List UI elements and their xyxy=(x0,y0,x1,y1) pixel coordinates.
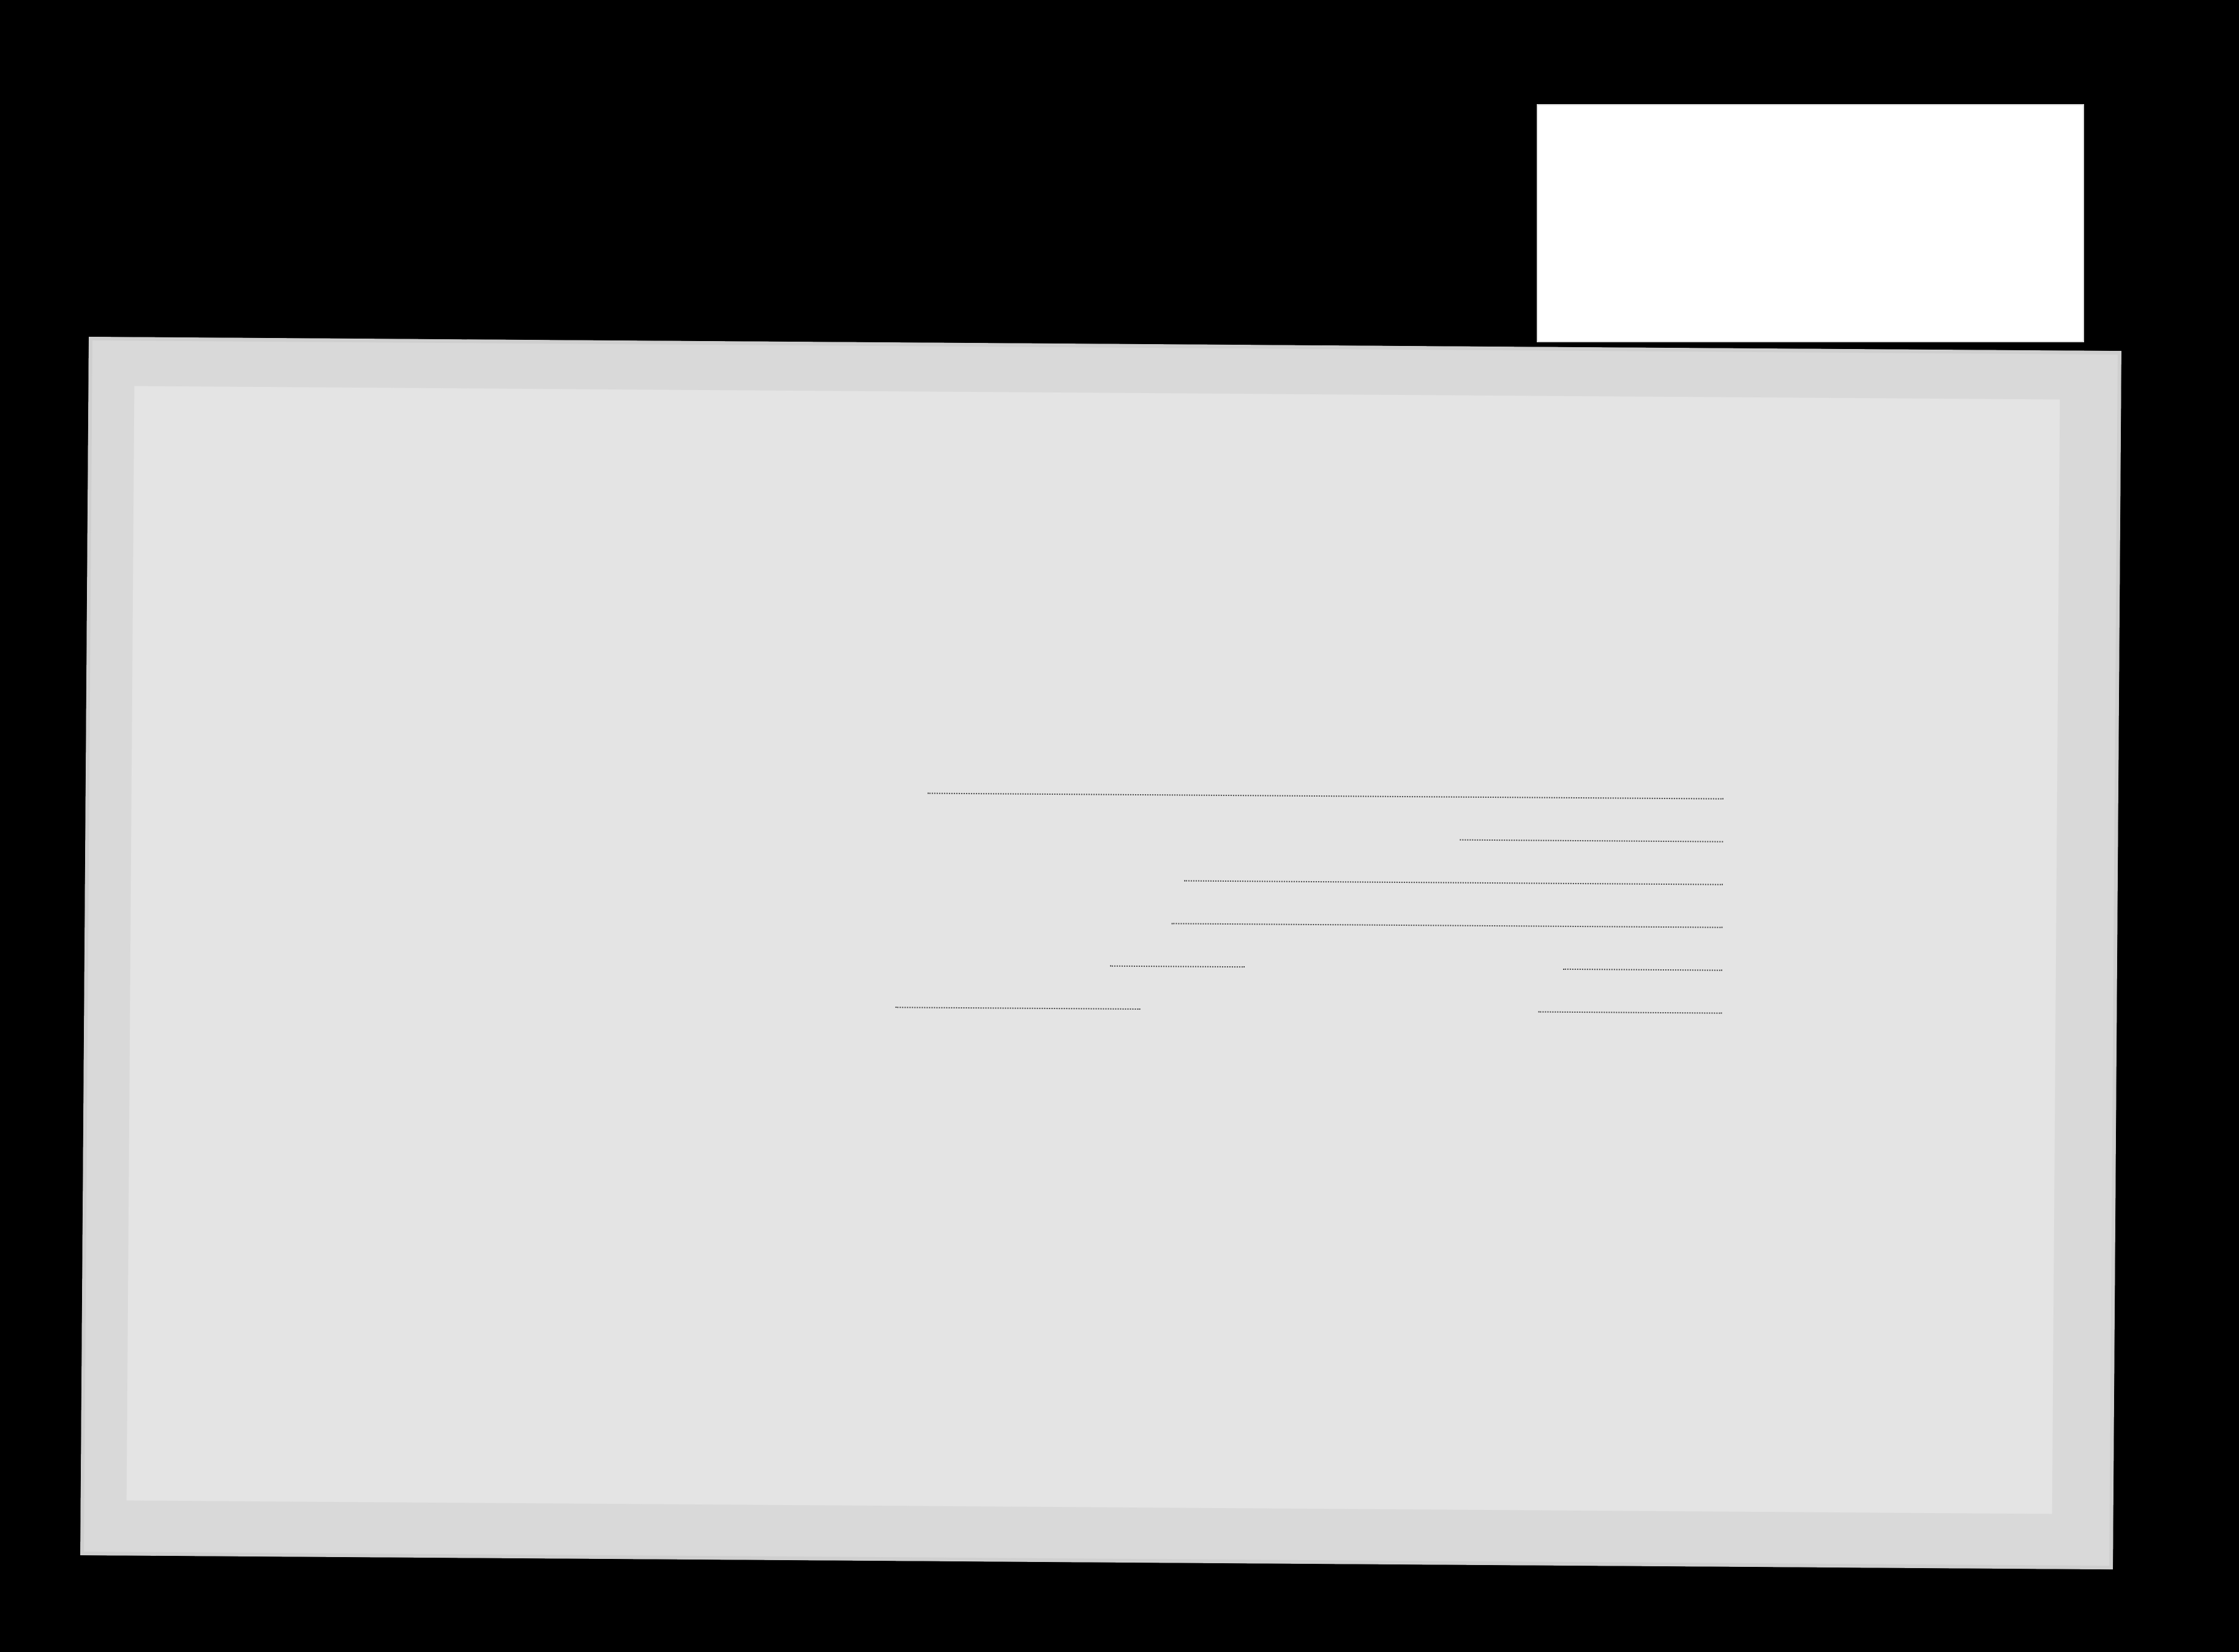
trade-header xyxy=(371,669,616,671)
row-chuzhih xyxy=(223,1294,315,1295)
bottom-table xyxy=(127,1084,2055,1514)
hay-sdacha xyxy=(1586,1124,1843,1125)
pashni-arenda xyxy=(448,1116,705,1117)
pashni-sdacha xyxy=(1329,1122,1586,1124)
row-chastnyh xyxy=(223,1343,315,1344)
form-sheet xyxy=(127,386,2060,1514)
row-uchrezhd xyxy=(222,1392,314,1393)
bleed-through-label xyxy=(1537,104,2084,342)
hay-arenda xyxy=(708,1117,977,1119)
middle-section xyxy=(129,662,2058,1098)
row-svoem xyxy=(223,1245,315,1246)
archival-form-card xyxy=(80,337,2121,1569)
top-table xyxy=(132,386,2060,675)
private-title xyxy=(714,690,1326,694)
